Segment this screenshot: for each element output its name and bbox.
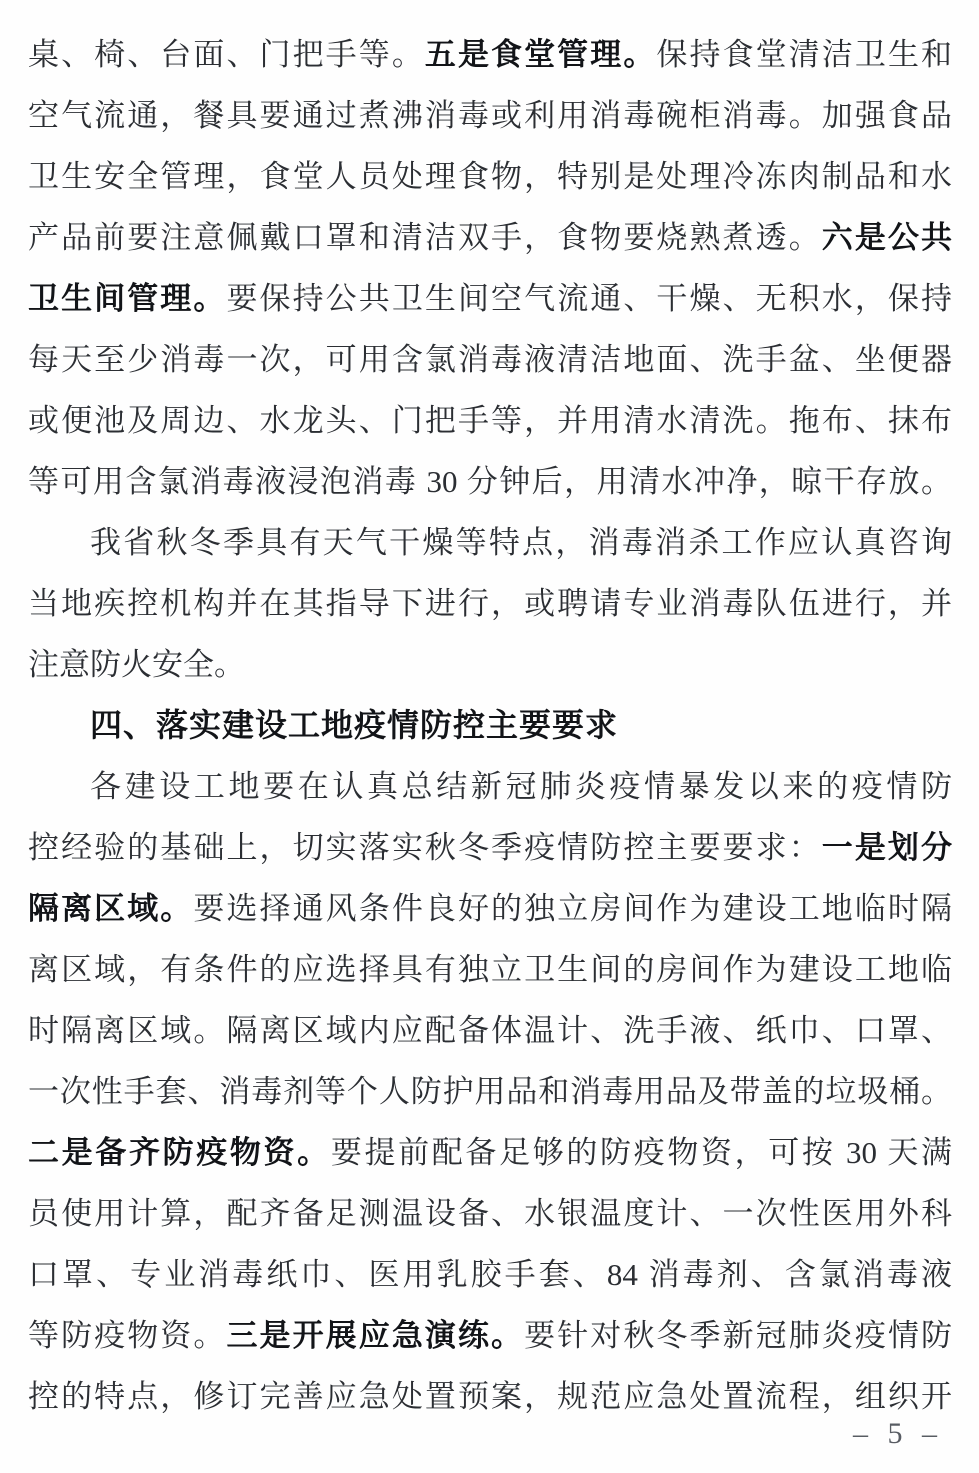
bold-text-segment: 四、落实建设工地疫情防控主要要求: [90, 707, 619, 743]
bold-text-segment: 隔离区域。: [28, 891, 194, 926]
bold-text-segment: 一是划分: [821, 830, 953, 865]
bold-text-segment: 卫生间管理。: [28, 281, 227, 316]
bold-text-segment: 五是食堂管理。: [424, 37, 657, 72]
text-segment: 注意防火安全。: [28, 647, 245, 682]
text-segment: 时隔离区域。隔离区域内应配备体温计、洗手液、纸巾、口罩、: [28, 1013, 952, 1048]
text-line-4: [28, 207, 952, 268]
text-line-19: [28, 1122, 952, 1183]
text-segment: 空气流通，餐具要通过煮沸消毒或利用消毒碗柜消毒。加强食品: [28, 98, 952, 133]
text-line-17: [28, 1000, 952, 1061]
text-line-5: [28, 268, 952, 329]
text-line-3: [28, 146, 952, 207]
text-segment: 控经验的基础上，切实落实秋冬季疫情防控主要要求：: [28, 830, 822, 865]
text-line-9: [28, 512, 952, 573]
bold-text-segment: 六是公共: [821, 220, 953, 255]
text-line-18: [28, 1061, 952, 1122]
text-segment: 当地疾控机构并在其指导下进行，或聘请专业消毒队伍进行，并: [28, 586, 952, 621]
text-segment: 员使用计算，配齐备足测温设备、水银温度计、一次性医用外科: [28, 1196, 952, 1231]
text-line-8: [28, 451, 952, 512]
text-line-20: [28, 1183, 952, 1244]
text-line-7: [28, 390, 952, 451]
text-segment: 要选择通风条件良好的独立房间作为建设工地临时隔: [193, 891, 953, 926]
text-line-15: [28, 878, 952, 939]
text-line-22: [28, 1305, 952, 1366]
page-number: – 5 –: [853, 1417, 943, 1450]
text-line-16: [28, 939, 952, 1000]
text-segment: 每天至少消毒一次，可用含氯消毒液清洁地面、洗手盆、坐便器: [28, 342, 952, 377]
section-heading: [28, 695, 952, 756]
text-segment: 产品前要注意佩戴口罩和清洁双手，食物要烧熟煮透。: [28, 220, 822, 255]
text-segment: 桌、椅、台面、门把手等。: [28, 37, 425, 72]
text-segment: 保持食堂清洁卫生和: [656, 37, 953, 72]
text-segment: 要针对秋冬季新冠肺炎疫情防: [524, 1318, 953, 1353]
text-segment: 等可用含氯消毒液浸泡消毒 30 分钟后，用清水冲净，晾干存放。: [28, 464, 952, 499]
text-segment: 各建设工地要在认真总结新冠肺炎疫情暴发以来的疫情防: [90, 769, 952, 804]
text-segment: 我省秋冬季具有天气干燥等特点，消毒消杀工作应认真咨询: [90, 525, 952, 560]
text-segment: 控的特点，修订完善应急处置预案，规范应急处置流程，组织开: [28, 1379, 952, 1414]
text-segment: 卫生安全管理，食堂人员处理食物，特别是处理冷冻肉制品和水: [28, 159, 952, 194]
text-line-2: [28, 85, 952, 146]
text-line-10: [28, 573, 952, 634]
bold-text-segment: 三是开展应急演练。: [226, 1318, 525, 1353]
text-line-13: [28, 756, 952, 817]
text-segment: 离区域，有条件的应选择具有独立卫生间的房间作为建设工地临: [28, 952, 952, 987]
text-segment: 或便池及周边、水龙头、门把手等，并用清水清洗。拖布、抹布: [28, 403, 952, 438]
text-line-1: [28, 24, 952, 85]
text-segment: 要保持公共卫生间空气流通、干燥、无积水，保持: [226, 281, 953, 316]
text-line-6: [28, 329, 952, 390]
text-segment: 要提前配备足够的防疫物资，可按 30 天满: [330, 1135, 953, 1170]
text-segment: 一次性手套、消毒剂等个人防护用品和消毒用品及带盖的垃圾桶。: [28, 1074, 952, 1109]
text-line-21: [28, 1244, 952, 1305]
bold-text-segment: 二是备齐防疫物资。: [28, 1135, 331, 1170]
text-segment: 等防疫物资。: [28, 1318, 227, 1353]
text-segment: 口罩、专业消毒纸巾、医用乳胶手套、84 消毒剂、含氯消毒液: [28, 1257, 952, 1292]
text-line-14: [28, 817, 952, 878]
text-block: [28, 24, 952, 1427]
text-line-11: [28, 634, 952, 695]
